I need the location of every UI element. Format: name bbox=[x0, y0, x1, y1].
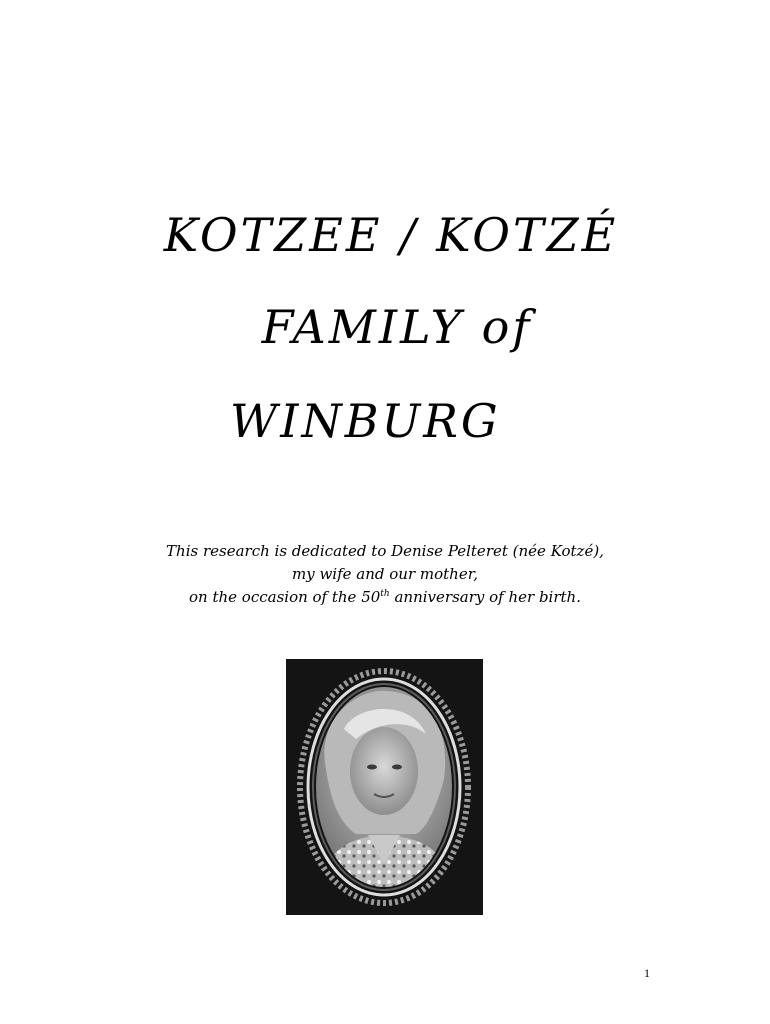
title-line-3-text: WINBURG bbox=[230, 394, 501, 448]
dedication-line-3 bbox=[0, 586, 770, 609]
ordinal-suffix: th bbox=[380, 589, 390, 599]
dedication-line-2: my wife and our mother, bbox=[291, 565, 478, 583]
page-number: 1 bbox=[644, 966, 650, 980]
dedication-line-3-start: on the occasion of the 50 bbox=[189, 588, 381, 606]
title-line-1: KOTZEE / KOTZÉ bbox=[163, 208, 619, 262]
portrait-image bbox=[286, 659, 483, 915]
dedication-line-1: This research is dedicated to Denise Pelteret (née Kotzé), bbox=[166, 542, 604, 560]
title-line-2: FAMILY of bbox=[261, 300, 533, 354]
dedication-line-3-end: anniversary of her birth. bbox=[389, 588, 581, 606]
dedication bbox=[0, 540, 770, 609]
portrait-photo bbox=[286, 659, 483, 915]
